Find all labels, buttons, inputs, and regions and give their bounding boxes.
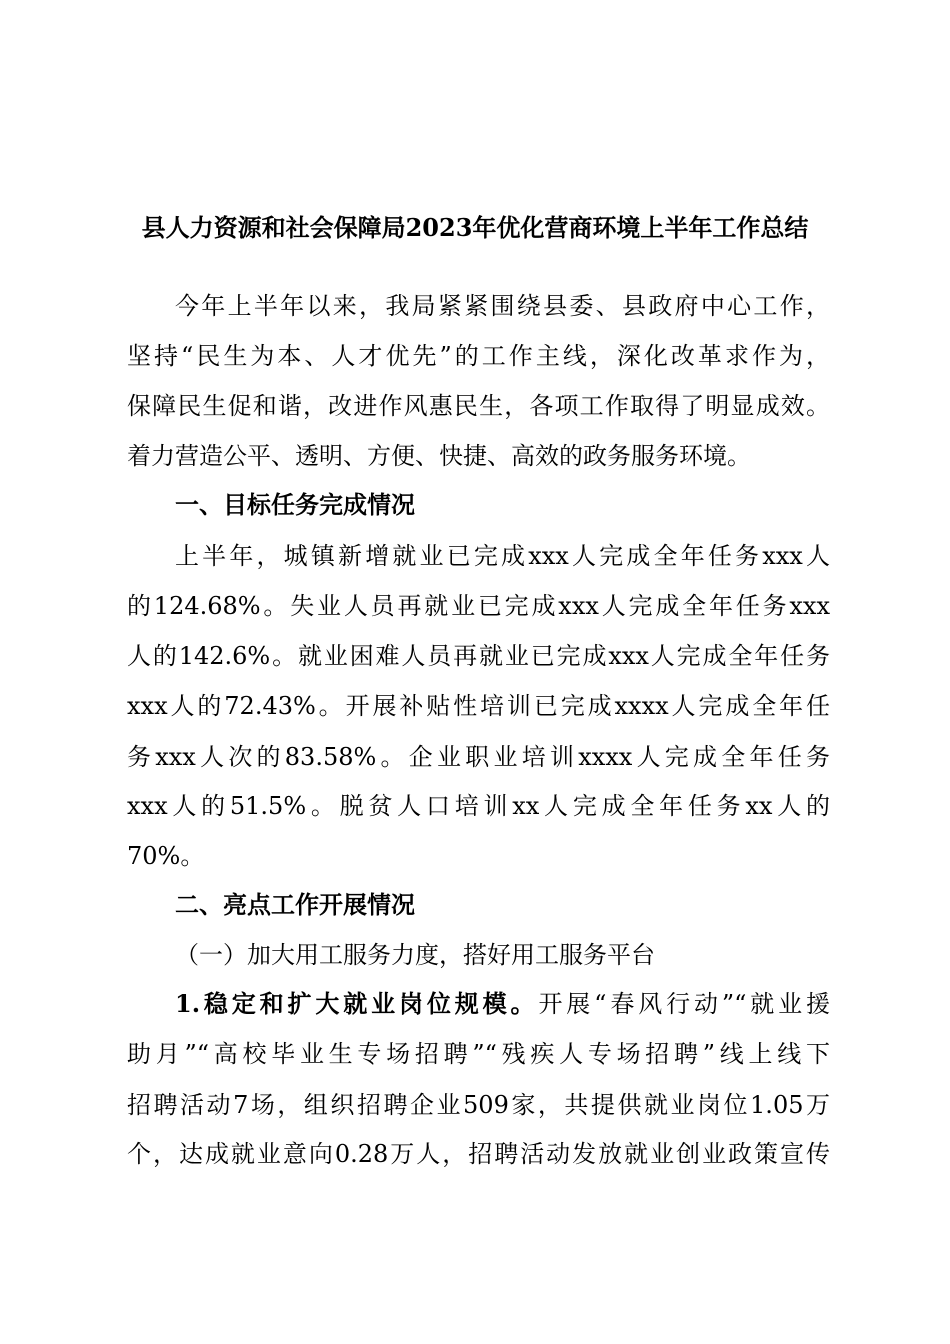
item1-line: 个，达成就业意向0.28万人，招聘活动发放就业创业政策宣传	[127, 1140, 830, 1168]
item1-title: 1.稳定和扩大就业岗位规模。	[175, 989, 539, 1018]
intro-line: 着力营造公平、透明、方便、快捷、高效的政务服务环境。	[127, 442, 751, 470]
subsection-heading: （一）加大用工服务力度，搭好用工服务平台	[175, 941, 655, 969]
item1-line: 招聘活动7场，组织招聘企业509家，共提供就业岗位1.05万	[127, 1091, 830, 1119]
document-title: 县人力资源和社会保障局2023年优化营商环境上半年工作总结	[141, 213, 809, 242]
section1-line: 70%。	[127, 842, 205, 870]
section-heading-1: 一、目标任务完成情况	[175, 490, 415, 519]
section1-line: xxx人的51.5%。脱贫人口培训xx人完成全年任务xx人的	[127, 792, 830, 820]
intro-line: 保障民生促和谐，改进作风惠民生，各项工作取得了明显成效。	[127, 392, 830, 420]
item1-line: 助月”“高校毕业生专场招聘”“残疾人专场招聘”线上线下	[127, 1040, 830, 1068]
intro-line: 今年上半年以来，我局紧紧围绕县委、县政府中心工作，	[175, 292, 830, 320]
intro-line: 坚持“民生为本、人才优先”的工作主线，深化改革求作为，	[127, 342, 830, 370]
section1-line: 的124.68%。失业人员再就业已完成xxx人完成全年任务xxx	[127, 592, 830, 620]
item1-first-line	[175, 988, 830, 1020]
item1-first-text: 开展“春风行动”“就业援	[538, 990, 830, 1018]
section-heading-2: 二、亮点工作开展情况	[175, 890, 415, 919]
section1-line: 务xxx人次的83.58%。企业职业培训xxxx人完成全年任务	[127, 743, 830, 771]
section1-line: 人的142.6%。就业困难人员再就业已完成xxx人完成全年任务	[127, 642, 830, 670]
section1-line: 上半年，城镇新增就业已完成xxx人完成全年任务xxx人	[175, 542, 830, 570]
section1-line: xxx人的72.43%。开展补贴性培训已完成xxxx人完成全年任	[127, 692, 830, 720]
